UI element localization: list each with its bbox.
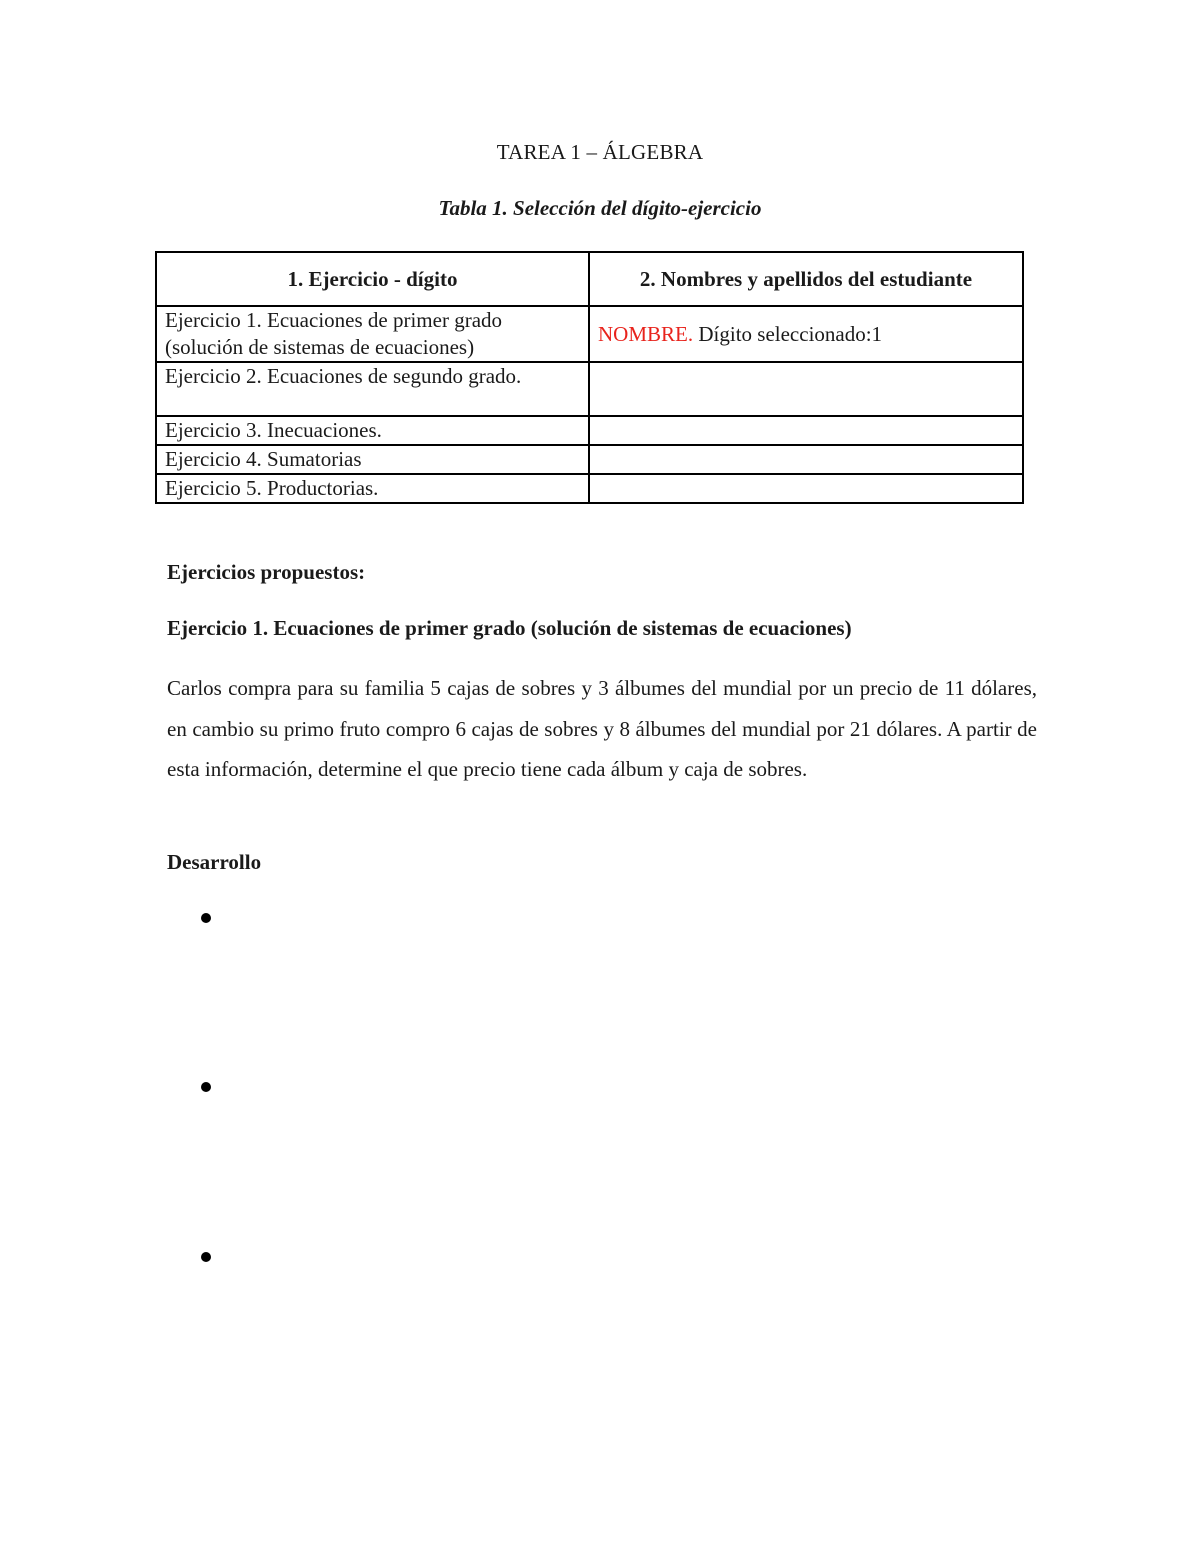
proposed-exercises-heading: Ejercicios propuestos: — [167, 560, 366, 584]
header-exercise-digit: 1. Ejercicio - dígito — [156, 252, 589, 306]
exercise-cell: Ejercicio 4. Sumatorias — [156, 445, 589, 474]
exercise-cell: Ejercicio 1. Ecuaciones de primer grado (solución de sistemas de ecuaciones) — [156, 306, 589, 362]
table-header-row — [156, 252, 1023, 306]
exercise1-heading: Ejercicio 1. Ecuaciones de primer grado (solución de sistemas de ecuaciones) — [167, 616, 852, 640]
table-caption: Tabla 1. Selección del dígito-ejercicio — [438, 196, 762, 220]
student-cell — [589, 474, 1023, 503]
development-heading: Desarrollo — [167, 850, 262, 874]
table-row — [156, 416, 1023, 445]
exercise-cell: Ejercicio 5. Productorias. — [156, 474, 589, 503]
digit-selection-table — [155, 251, 1024, 504]
student-cell — [589, 416, 1023, 445]
bullet-point — [201, 1082, 211, 1092]
table-row — [156, 474, 1023, 503]
student-cell — [589, 445, 1023, 474]
student-cell — [589, 306, 1023, 362]
exercise-cell: Ejercicio 2. Ecuaciones de segundo grado. — [156, 362, 589, 416]
exercise1-statement: Carlos compra para su familia 5 cajas de sobres y 3 álbumes del mundial por un precio de 11 dólares, en cambio su primo fruto compro 6 cajas de sobres y 8 álbumes del mundial por 21 dólares. A partir de esta información, determine el que precio tiene cada álbum y caja de sobres. — [167, 676, 1037, 781]
header-student-name: 2. Nombres y apellidos del estudiante — [589, 252, 1023, 306]
exercise-cell: Ejercicio 3. Inecuaciones. — [156, 416, 589, 445]
bullet-point — [201, 1252, 211, 1262]
student-cell — [589, 362, 1023, 416]
bullet-point — [201, 913, 211, 923]
table-row — [156, 362, 1023, 416]
table-row — [156, 445, 1023, 474]
selected-digit-text: Dígito seleccionado:1 — [693, 321, 883, 346]
document-title: TAREA 1 – ÁLGEBRA — [496, 140, 704, 164]
name-placeholder: NOMBRE. — [598, 321, 694, 346]
table-row — [156, 306, 1023, 362]
